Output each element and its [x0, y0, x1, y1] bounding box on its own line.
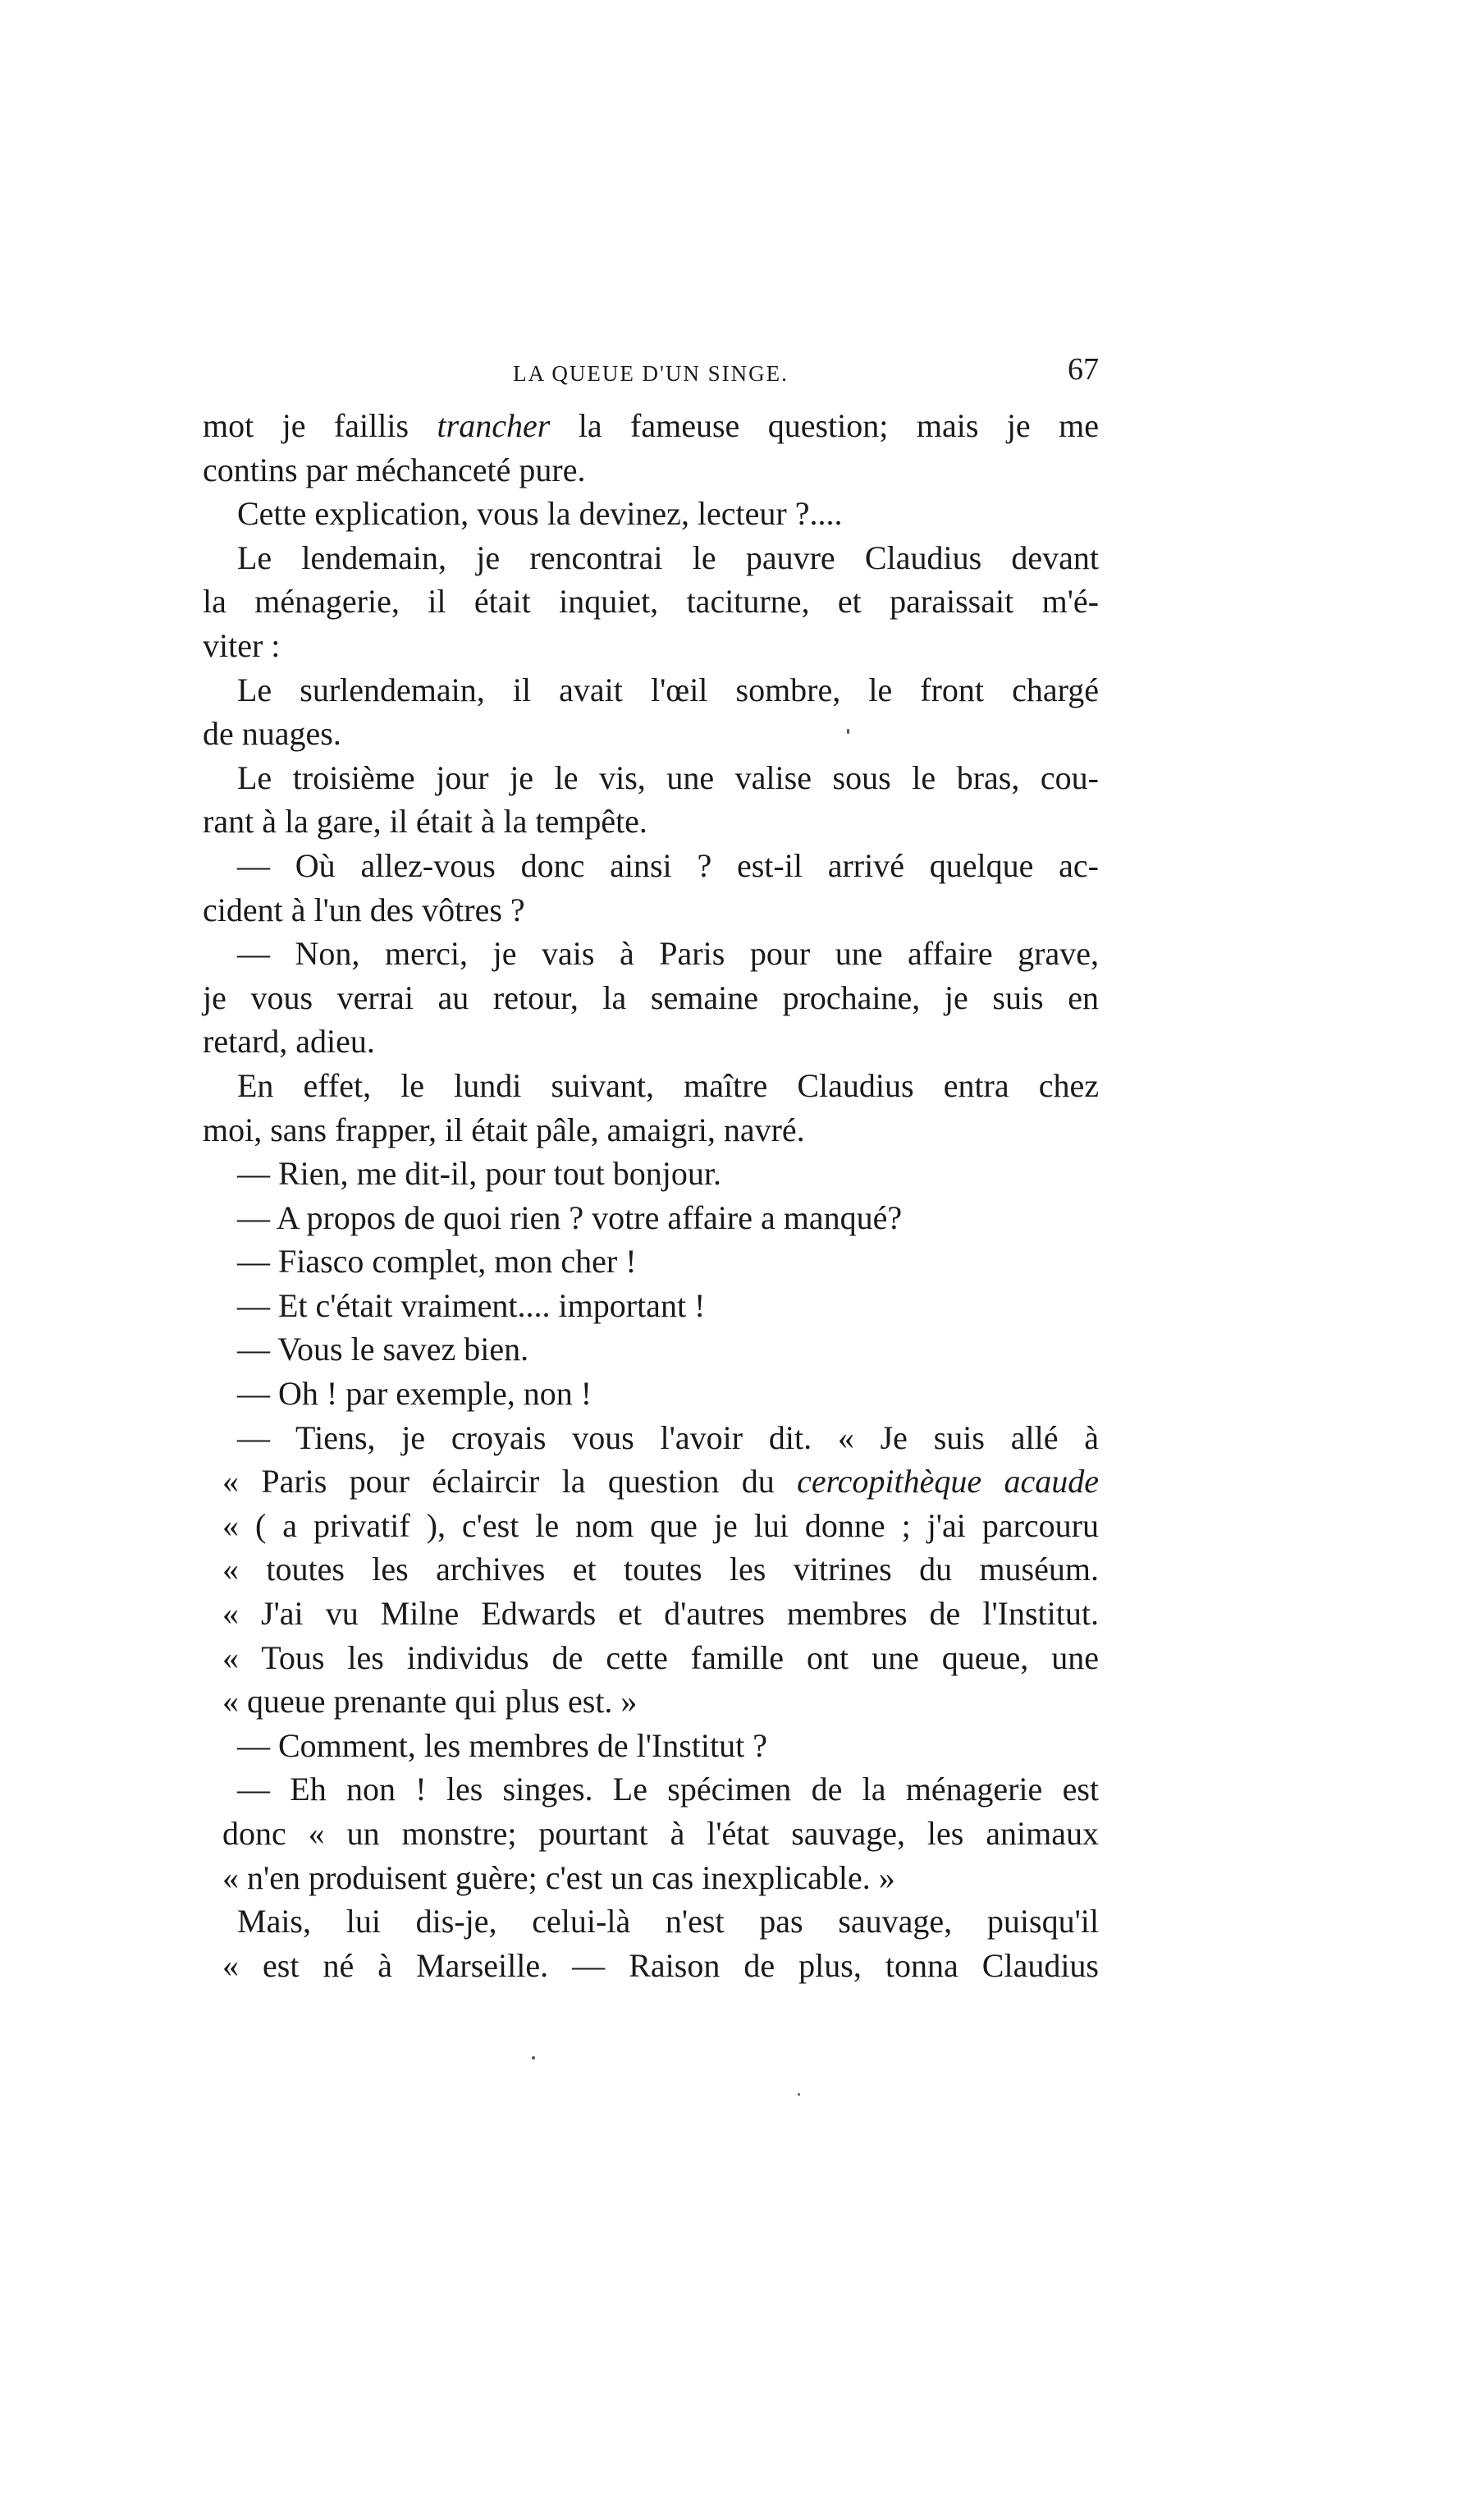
line-text: retard, adieu.: [203, 1023, 375, 1061]
text-line: [203, 1899, 1099, 1944]
line-text: viter :: [203, 626, 281, 664]
line-text: — Où allez-vous donc ainsi ? est-il arrivé quelque ac-: [237, 846, 1099, 884]
text-line: [203, 1636, 1099, 1680]
text-line: [203, 1767, 1099, 1812]
text-line: [203, 1504, 1099, 1548]
line-text: « queue prenante qui plus est. »: [222, 1683, 638, 1720]
text-line: [203, 536, 1099, 580]
line-text: « ( a privatif ), c'est le nom que je lui donne ; j'ai parcouru: [222, 1506, 1099, 1544]
text-line: [203, 932, 1099, 976]
line-text: « toutes les archives et toutes les vitrines du muséum.: [222, 1551, 1099, 1588]
text-line: [203, 1944, 1099, 1988]
text-line: [203, 1592, 1099, 1636]
text-line: [203, 1812, 1099, 1856]
text-line: [203, 1679, 1099, 1724]
text-line: [203, 712, 1099, 756]
line-text: donc « un monstre; pourtant à l'état sauvage, les animaux: [222, 1815, 1099, 1852]
line-text: — Fiasco complet, mon cher !: [237, 1243, 637, 1281]
text-line: [203, 756, 1099, 800]
line-text: la ménagerie, il était inquiet, taciturne, et paraissait m'é-: [203, 583, 1099, 621]
text-line: [203, 1416, 1099, 1460]
text-line: [203, 1459, 1099, 1504]
text-line: [203, 624, 1099, 668]
text-line: [203, 844, 1099, 888]
line-text: « est né à Marseille. — Raison de plus, tonna Claudius: [222, 1946, 1099, 1984]
text-line: [203, 1284, 1099, 1328]
line-text: moi, sans frapper, il était pâle, amaigri, navré.: [203, 1111, 805, 1148]
text-line: [203, 976, 1099, 1020]
line-text: la fameuse question; mais je me: [550, 407, 1099, 444]
line-text: — Vous le savez bien.: [237, 1331, 529, 1368]
line-text: — Non, merci, je vais à Paris pour une affaire grave,: [237, 935, 1099, 973]
line-text: « Paris pour éclaircir la question du: [222, 1463, 798, 1501]
line-text: Le troisième jour je le vis, une valise sous le bras, cou-: [237, 758, 1099, 796]
line-text: contins par méchanceté pure.: [203, 451, 586, 488]
line-text: Cette explication, vous la devinez, lecteur ?....: [237, 495, 843, 533]
line-text: — Et c'était vraiment.... important !: [237, 1286, 706, 1324]
text-line: [203, 1327, 1099, 1372]
line-text: rant à la gare, il était à la tempête.: [203, 803, 647, 841]
text-line: [203, 1019, 1099, 1064]
text-line: [203, 1196, 1099, 1240]
text-line: [203, 1724, 1099, 1768]
line-text: — Rien, me dit-il, pour tout bonjour.: [237, 1155, 721, 1193]
line-text: de nuages.: [203, 715, 341, 753]
text-line: [203, 800, 1099, 844]
text-line: [203, 668, 1099, 712]
line-text: Mais, lui dis-je, celui-là n'est pas sauvage, puisqu'il: [237, 1903, 1099, 1940]
text-line: [203, 404, 1099, 448]
text-line: [203, 1108, 1099, 1152]
line-text: — Comment, les membres de l'Institut ?: [237, 1726, 767, 1764]
scan-speck: [847, 729, 849, 734]
text-line: [203, 1239, 1099, 1284]
page-header: [203, 351, 1099, 391]
text-line: [203, 1372, 1099, 1416]
line-text: « J'ai vu Milne Edwards et d'autres membres de l'Institut.: [222, 1595, 1099, 1633]
body-text: [203, 404, 1099, 1987]
text-line: [203, 448, 1099, 493]
text-line: [203, 580, 1099, 624]
running-title: LA QUEUE D'UN SINGE.: [513, 361, 789, 386]
line-text: En effet, le lundi suivant, maître Claudius entra chez: [237, 1066, 1099, 1104]
line-text: Le lendemain, je rencontrai le pauvre Claudius devant: [237, 538, 1099, 576]
line-text: cident à l'un des vôtres ?: [203, 891, 525, 928]
text-line: [203, 1547, 1099, 1592]
line-text: — Tiens, je croyais vous l'avoir dit. « Je suis allé à: [237, 1418, 1099, 1456]
line-text: — Oh ! par exemple, non !: [237, 1375, 592, 1413]
scan-speck: [532, 2056, 535, 2060]
line-text: « Tous les individus de cette famille ont une queue, une: [222, 1638, 1099, 1676]
text-line: [203, 1856, 1099, 1900]
line-text: « n'en produisent guère; c'est un cas inexplicable. »: [222, 1858, 895, 1896]
line-text: Le surlendemain, il avait l'œil sombre, le front chargé: [237, 671, 1099, 708]
text-line: [203, 888, 1099, 932]
text-line: [203, 1152, 1099, 1196]
scan-speck: [798, 2093, 800, 2096]
line-text: — A propos de quoi rien ? votre affaire a manqué?: [237, 1198, 903, 1236]
text-line: [203, 492, 1099, 536]
line-text: mot je faillis: [203, 407, 437, 444]
text-line: [203, 1064, 1099, 1108]
italic-text: cercopithèque acaude: [797, 1463, 1099, 1501]
italic-text: trancher: [437, 407, 551, 444]
line-text: — Eh non ! les singes. Le spécimen de la ménagerie est: [237, 1771, 1099, 1808]
line-text: je vous verrai au retour, la semaine prochaine, je suis en: [203, 978, 1099, 1016]
page-number: 67: [1068, 352, 1099, 387]
